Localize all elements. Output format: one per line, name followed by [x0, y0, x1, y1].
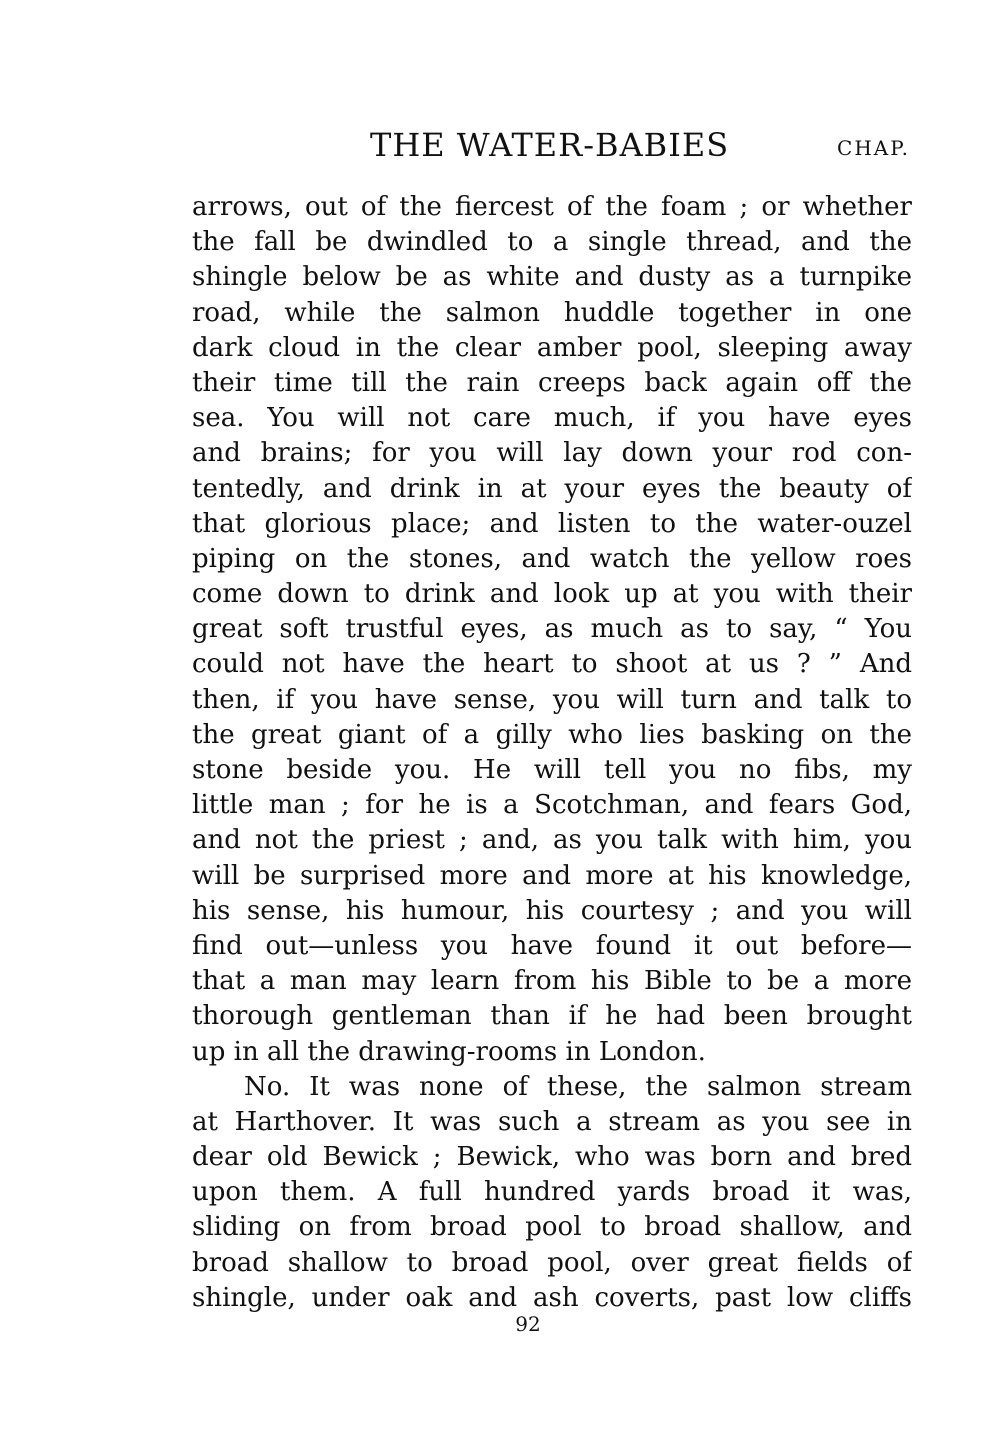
text-line: and not the priest ; and, as you talk with him, you: [192, 825, 912, 856]
text-line: could not have the heart to shoot at us ? ” And: [192, 649, 912, 680]
running-head: [190, 126, 910, 170]
paragraph-2: [192, 1070, 912, 1316]
page-number: 92: [515, 1312, 541, 1336]
text-line: stone beside you. He will tell you no fibs, my: [192, 755, 912, 785]
text-line: sea. You will not care much, if you have eyes: [192, 403, 912, 434]
text-line: that a man may learn from his Bible to be a more: [192, 966, 912, 997]
text-line: little man ; for he is a Scotchman, and fears God,: [192, 790, 912, 821]
text-line: sliding on from broad pool to broad shallow, and: [192, 1212, 912, 1243]
text-line: come down to drink and look up at you with their: [192, 579, 912, 610]
text-line: then, if you have sense, you will turn and talk to: [192, 684, 912, 715]
text-line: the fall be dwindled to a single thread, and the: [192, 227, 912, 258]
text-line: dark cloud in the clear amber pool, sleeping away: [192, 332, 912, 363]
text-line: arrows, out of the fiercest of the foam ; or whether: [192, 192, 912, 222]
text-line: shingle, under oak and ash coverts, past low cliffs: [192, 1282, 912, 1313]
text-line: will be surprised more and more at his knowledge,: [192, 860, 912, 891]
text-line: dear old Bewick ; Bewick, who was born and bred: [192, 1142, 912, 1173]
text-line: his sense, his humour, his courtesy ; and you will: [192, 895, 912, 926]
text-line: and brains; for you will lay down your rod con-: [192, 438, 912, 469]
text-line: road, while the salmon huddle together in one: [192, 297, 912, 328]
text-line: find out—unless you have found it out before—: [192, 930, 912, 961]
paragraph-1: [192, 190, 912, 1070]
text-line: shingle below be as white and dusty as a turnpike: [192, 262, 912, 293]
text-line: broad shallow to broad pool, over great fields of: [192, 1247, 912, 1278]
text-line: up in all the drawing-rooms in London.: [192, 1036, 706, 1067]
text-line: the great giant of a gilly who lies basking on the: [192, 719, 912, 750]
text-line: piping on the stones, and watch the yellow roes: [192, 543, 912, 574]
text-line: No. It was none of these, the salmon stream: [244, 1071, 912, 1102]
text-line: upon them. A full hundred yards broad it was,: [192, 1177, 912, 1208]
text-line: at Harthover. It was such a stream as you see in: [192, 1106, 912, 1137]
text-line: tentedly, and drink in at your eyes the beauty of: [192, 473, 912, 504]
book-title: THE WATER-BABIES: [370, 126, 730, 164]
text-line: thorough gentleman than if he had been brought: [192, 1001, 912, 1032]
chapter-label: CHAP.: [837, 136, 910, 160]
text-line: great soft trustful eyes, as much as to say, “ You: [192, 614, 912, 645]
body-text: [192, 190, 912, 1316]
text-line: their time till the rain creeps back again off the: [192, 367, 912, 398]
text-line: that glorious place; and listen to the water-ouzel: [192, 508, 912, 539]
